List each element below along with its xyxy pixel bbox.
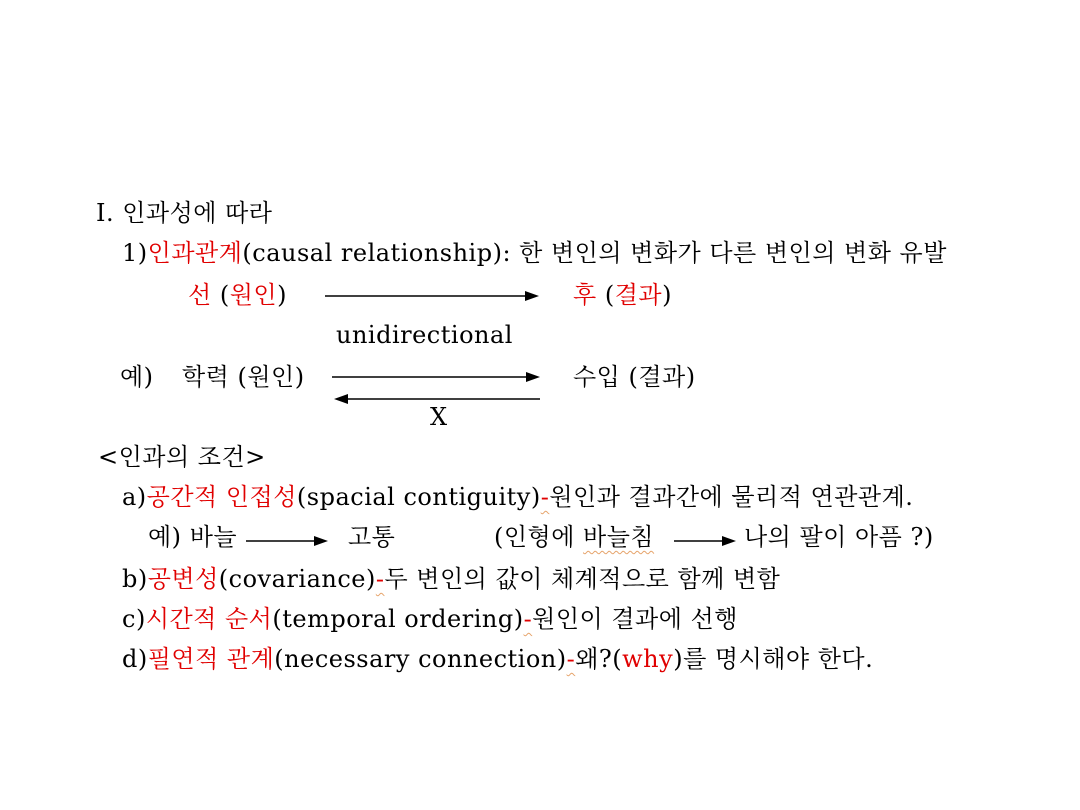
unidirectional-arrow	[325, 286, 545, 306]
example-prefix: 예)	[120, 363, 154, 391]
condition-d: d)필연적 관계(necessary connection)-왜?(why)를 명시해야 한다.	[122, 645, 874, 673]
needle-pain-arrow	[246, 531, 330, 551]
pain-label: 고통	[348, 523, 396, 551]
arm-hurts: 나의 팔이 아픔 ?)	[744, 523, 934, 551]
conditions-title: <인과의 조건>	[98, 443, 266, 471]
causal-term: 인과관계	[147, 239, 243, 267]
section-heading: I. 인과성에 따라	[96, 199, 273, 227]
causal-definition: 1)인과관계(causal relationship): 한 변인의 변화가 다른 변인의 변화 유발	[122, 239, 947, 267]
example-cause: 학력 (원인)	[182, 363, 305, 391]
unidirectional-label: unidirectional	[336, 321, 513, 349]
condition-c: c)시간적 순서(temporal ordering)-원인이 결과에 선행	[122, 605, 738, 633]
effect-label: 후 (결과)	[573, 281, 672, 309]
doll-example: (인형에 바늘침	[494, 523, 655, 551]
cause-label: 선 (원인)	[188, 281, 287, 309]
condition-a-example: 예) 바늘	[148, 523, 238, 551]
condition-a: a)공간적 인접성(spacial contiguity)-원인과 결과간에 물리적 연관관계.	[122, 483, 914, 511]
doll-arm-arrow	[674, 531, 738, 551]
example-effect: 수입 (결과)	[573, 363, 696, 391]
condition-b: b)공변성(covariance)-두 변인의 값이 체계적으로 함께 변함	[122, 565, 781, 593]
reverse-x-label: X	[430, 403, 448, 431]
